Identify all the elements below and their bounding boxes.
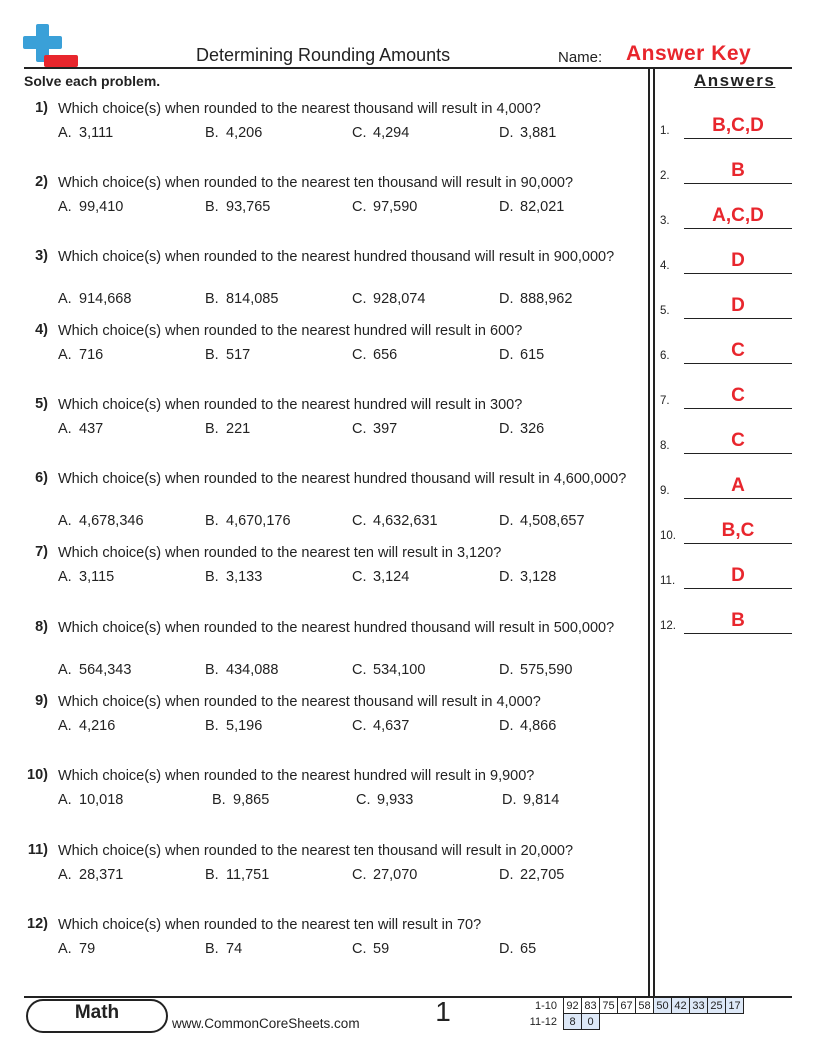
choice-value: 3,111 <box>79 125 114 141</box>
answer-choice <box>58 941 95 957</box>
problem-number: 2) <box>35 174 48 190</box>
answer-number: 2. <box>660 170 670 182</box>
choice-value: 3,128 <box>520 569 557 585</box>
answer-choice <box>205 662 278 678</box>
choice-letter: C. <box>352 662 367 678</box>
choice-letter: D. <box>499 125 514 141</box>
choice-letter: C. <box>352 347 367 363</box>
question-text: Which choice(s) when rounded to the nearest thousand will result in 4,000? <box>58 694 541 710</box>
score-empty-cell <box>600 1014 618 1030</box>
choice-letter: D. <box>499 513 514 529</box>
answer-number: 10. <box>660 530 676 542</box>
answer-line <box>684 408 792 409</box>
answer-value: C <box>731 385 745 406</box>
answer-choice <box>205 513 291 529</box>
score-empty-cell <box>636 1014 654 1030</box>
answer-number: 11. <box>660 575 676 587</box>
problem-number: 12) <box>27 916 48 932</box>
answer-row <box>660 385 792 409</box>
question-text: Which choice(s) when rounded to the nearest hundred will result in 600? <box>58 323 523 339</box>
score-empty-cell <box>672 1014 690 1030</box>
choice-value: 99,410 <box>79 199 124 215</box>
answer-value: C <box>731 430 745 451</box>
question-text: Which choice(s) when rounded to the nearest ten thousand will result in 20,000? <box>58 843 574 859</box>
answer-value: D <box>731 565 745 586</box>
answer-choice <box>58 792 123 808</box>
score-cell: 58 <box>636 998 654 1014</box>
choice-letter: C. <box>352 291 367 307</box>
answer-choice <box>58 421 103 437</box>
score-cell: 8 <box>564 1014 582 1030</box>
answers-heading: Answers <box>694 71 776 90</box>
question-text: Which choice(s) when rounded to the nearest thousand will result in 4,000? <box>58 101 541 117</box>
choice-value: 3,133 <box>226 569 263 585</box>
choice-letter: D. <box>499 941 514 957</box>
answer-choice <box>499 125 556 141</box>
choice-value: 27,070 <box>373 867 418 883</box>
answer-choice <box>58 291 131 307</box>
answer-value: B,C,D <box>712 115 764 136</box>
choice-letter: A. <box>58 941 72 957</box>
choice-value: 564,343 <box>79 662 132 678</box>
answer-choice <box>352 941 389 957</box>
score-empty-cell <box>654 1014 672 1030</box>
answer-choice <box>205 421 250 437</box>
choice-value: 97,590 <box>373 199 418 215</box>
problem-number: 9) <box>35 693 48 709</box>
choice-letter: A. <box>58 569 72 585</box>
choice-letter: C. <box>352 569 367 585</box>
answer-choice <box>205 291 278 307</box>
choice-value: 397 <box>373 421 398 437</box>
answer-choice <box>499 662 572 678</box>
name-label: Name: <box>558 49 603 66</box>
choice-letter: B. <box>205 199 219 215</box>
answer-choice <box>212 792 269 808</box>
answer-choice <box>499 513 585 529</box>
choice-letter: B. <box>205 569 219 585</box>
choice-value: 615 <box>520 347 545 363</box>
answer-choice <box>499 421 544 437</box>
answer-choice <box>352 125 409 141</box>
answer-choice <box>352 569 409 585</box>
choice-letter: B. <box>205 125 219 141</box>
choice-letter: A. <box>58 347 72 363</box>
choice-letter: A. <box>58 199 72 215</box>
score-cell: 25 <box>708 998 726 1014</box>
answer-choice <box>499 941 536 957</box>
answer-choice <box>352 291 425 307</box>
score-cell: 42 <box>672 998 690 1014</box>
score-row <box>525 998 744 1014</box>
choice-value: 5,196 <box>226 718 263 734</box>
choice-value: 4,632,631 <box>373 513 438 529</box>
answer-row <box>660 610 792 634</box>
choice-letter: B. <box>205 718 219 734</box>
choice-letter: C. <box>352 867 367 883</box>
choice-value: 517 <box>226 347 251 363</box>
choice-value: 10,018 <box>79 792 124 808</box>
score-cell: 0 <box>582 1014 600 1030</box>
choice-value: 22,705 <box>520 867 565 883</box>
choice-letter: B. <box>205 291 219 307</box>
choice-value: 82,021 <box>520 199 565 215</box>
answer-line <box>684 453 792 454</box>
choice-value: 326 <box>520 421 545 437</box>
answer-line <box>684 543 792 544</box>
answer-choice <box>205 718 262 734</box>
answer-number: 3. <box>660 215 670 227</box>
answer-choice <box>352 718 409 734</box>
problem-number: 3) <box>35 248 48 264</box>
answer-choice <box>58 662 131 678</box>
choice-letter: B. <box>205 513 219 529</box>
answer-choice <box>58 867 123 883</box>
choice-letter: D. <box>499 421 514 437</box>
choice-value: 74 <box>226 941 243 957</box>
question-text: Which choice(s) when rounded to the nearest ten will result in 70? <box>58 917 482 933</box>
choice-value: 4,294 <box>373 125 410 141</box>
subject-label: Math <box>74 1002 120 1023</box>
choice-value: 9,865 <box>233 792 270 808</box>
answer-number: 12. <box>660 620 676 632</box>
answer-line <box>684 588 792 589</box>
answer-number: 8. <box>660 440 670 452</box>
answer-line <box>684 138 792 139</box>
question-text: Which choice(s) when rounded to the nearest hundred thousand will result in 4,600,000? <box>58 471 627 487</box>
answer-choice <box>499 199 564 215</box>
problem-number: 5) <box>35 396 48 412</box>
question-text: Which choice(s) when rounded to the nearest ten thousand will result in 90,000? <box>58 175 574 191</box>
choice-letter: B. <box>205 662 219 678</box>
answer-value: A <box>731 475 745 496</box>
question-text: Which choice(s) when rounded to the nearest ten will result in 3,120? <box>58 545 502 561</box>
choice-value: 11,751 <box>226 867 270 883</box>
column-divider <box>648 68 650 996</box>
choice-value: 93,765 <box>226 199 271 215</box>
choice-value: 716 <box>79 347 104 363</box>
answer-choice <box>502 792 559 808</box>
choice-letter: D. <box>499 199 514 215</box>
problem-number: 6) <box>35 470 48 486</box>
choice-value: 3,881 <box>520 125 557 141</box>
answer-row <box>660 205 792 229</box>
score-table <box>525 997 744 1030</box>
choice-letter: A. <box>58 125 72 141</box>
choice-letter: C. <box>352 941 367 957</box>
answer-line <box>684 633 792 634</box>
answer-row <box>660 250 792 274</box>
answer-key-label: Answer Key <box>626 42 752 65</box>
choice-value: 434,088 <box>226 662 279 678</box>
score-cell: 33 <box>690 998 708 1014</box>
choice-value: 4,637 <box>373 718 410 734</box>
choice-value: 4,508,657 <box>520 513 585 529</box>
answer-number: 6. <box>660 350 670 362</box>
question-text: Which choice(s) when rounded to the nearest hundred will result in 9,900? <box>58 768 535 784</box>
choice-letter: D. <box>499 718 514 734</box>
problem-number: 4) <box>35 322 48 338</box>
answer-number: 4. <box>660 260 670 272</box>
score-row <box>525 1014 744 1030</box>
answer-choice <box>499 867 564 883</box>
choice-value: 4,670,176 <box>226 513 291 529</box>
choice-value: 814,085 <box>226 291 279 307</box>
choice-letter: B. <box>205 421 219 437</box>
answer-choice <box>356 792 413 808</box>
question-text: Which choice(s) when rounded to the nearest hundred thousand will result in 900,000? <box>58 249 615 265</box>
choice-value: 575,590 <box>520 662 573 678</box>
choice-value: 3,124 <box>373 569 410 585</box>
choice-value: 534,100 <box>373 662 426 678</box>
answer-choice <box>352 867 417 883</box>
choice-value: 28,371 <box>79 867 124 883</box>
answer-choice <box>58 569 114 585</box>
choice-value: 65 <box>520 941 537 957</box>
choice-letter: A. <box>58 718 72 734</box>
problem-number: 1) <box>35 100 48 116</box>
choice-value: 888,962 <box>520 291 573 307</box>
answer-line <box>684 273 792 274</box>
choice-letter: D. <box>499 867 514 883</box>
score-empty-cell <box>618 1014 636 1030</box>
answer-row <box>660 115 792 139</box>
question-text: Which choice(s) when rounded to the nearest hundred will result in 300? <box>58 397 523 413</box>
score-range-label: 11-12 <box>529 1015 557 1028</box>
answer-choice <box>205 941 242 957</box>
answer-row <box>660 430 792 454</box>
answer-row <box>660 475 792 499</box>
score-empty-cell <box>690 1014 708 1030</box>
answer-choice <box>352 421 397 437</box>
choice-value: 9,933 <box>377 792 414 808</box>
answer-number: 9. <box>660 485 670 497</box>
choice-letter: C. <box>352 125 367 141</box>
answer-choice <box>499 569 556 585</box>
choice-letter: D. <box>499 291 514 307</box>
answer-number: 1. <box>660 125 670 137</box>
choice-letter: D. <box>499 662 514 678</box>
choice-value: 4,206 <box>226 125 263 141</box>
answer-choice <box>58 513 144 529</box>
answer-choice <box>205 199 270 215</box>
choice-letter: A. <box>58 792 72 808</box>
answer-number: 7. <box>660 395 670 407</box>
header-divider <box>24 67 792 69</box>
choice-letter: C. <box>352 718 367 734</box>
score-cell: 67 <box>618 998 636 1014</box>
answer-value: B <box>731 610 745 631</box>
choice-letter: A. <box>58 662 72 678</box>
score-cell: 75 <box>600 998 618 1014</box>
choice-letter: D. <box>502 792 517 808</box>
choice-value: 3,115 <box>79 569 115 585</box>
answer-choice <box>352 513 438 529</box>
score-empty-cell <box>726 1014 744 1030</box>
answer-value: A,C,D <box>712 205 764 226</box>
choice-value: 437 <box>79 421 104 437</box>
answer-line <box>684 318 792 319</box>
answer-choice <box>352 199 417 215</box>
answer-choice <box>205 347 250 363</box>
plus-minus-logo-icon <box>22 24 80 70</box>
choice-letter: B. <box>205 941 219 957</box>
answer-line <box>684 228 792 229</box>
choice-value: 656 <box>373 347 398 363</box>
problem-number: 8) <box>35 619 48 635</box>
score-cell: 17 <box>726 998 744 1014</box>
choice-letter: D. <box>499 569 514 585</box>
answer-value: B <box>731 160 745 181</box>
choice-letter: C. <box>352 513 367 529</box>
answer-choice <box>205 569 262 585</box>
answer-row <box>660 520 792 544</box>
problem-number: 10) <box>27 767 48 783</box>
score-cell: 83 <box>582 998 600 1014</box>
score-range-label: 1-10 <box>534 999 557 1012</box>
choice-value: 928,074 <box>373 291 426 307</box>
choice-value: 914,668 <box>79 291 132 307</box>
problem-number: 7) <box>35 544 48 560</box>
instructions: Solve each problem. <box>24 73 161 89</box>
answer-value: D <box>731 250 745 271</box>
website-link[interactable]: www.CommonCoreSheets.com <box>172 1016 360 1031</box>
column-divider <box>653 68 655 996</box>
choice-letter: B. <box>205 347 219 363</box>
choice-letter: A. <box>58 291 72 307</box>
answer-choice <box>499 718 556 734</box>
choice-letter: B. <box>205 867 219 883</box>
answer-choice <box>205 125 262 141</box>
choice-value: 4,216 <box>79 718 116 734</box>
answer-choice <box>205 867 269 883</box>
answer-choice <box>352 347 397 363</box>
answer-value: B,C <box>721 520 755 541</box>
page-title: Determining Rounding Amounts <box>196 45 451 65</box>
choice-letter: C. <box>352 421 367 437</box>
answer-row <box>660 565 792 589</box>
choice-letter: C. <box>356 792 371 808</box>
answer-choice <box>499 291 572 307</box>
answer-number: 5. <box>660 305 670 317</box>
choice-letter: C. <box>352 199 367 215</box>
answer-choice <box>58 125 113 141</box>
choice-letter: A. <box>58 513 72 529</box>
choice-letter: B. <box>212 792 226 808</box>
score-empty-cell <box>708 1014 726 1030</box>
choice-letter: A. <box>58 867 72 883</box>
answer-line <box>684 363 792 364</box>
answer-choice <box>499 347 544 363</box>
answer-choice <box>58 718 115 734</box>
choice-value: 59 <box>373 941 390 957</box>
choice-letter: D. <box>499 347 514 363</box>
choice-value: 4,866 <box>520 718 557 734</box>
answer-row <box>660 160 792 184</box>
answer-choice <box>352 662 425 678</box>
answer-value: C <box>731 340 745 361</box>
choice-value: 4,678,346 <box>79 513 144 529</box>
answer-row <box>660 295 792 319</box>
answer-value: D <box>731 295 745 316</box>
answer-row <box>660 340 792 364</box>
problem-number: 11) <box>27 842 48 858</box>
answer-choice <box>58 347 103 363</box>
answer-line <box>684 498 792 499</box>
page-number: 1 <box>435 996 451 1027</box>
answer-line <box>684 183 792 184</box>
choice-value: 9,814 <box>523 792 560 808</box>
choice-letter: A. <box>58 421 72 437</box>
choice-value: 79 <box>79 941 96 957</box>
question-text: Which choice(s) when rounded to the nearest hundred thousand will result in 500,000? <box>58 620 615 636</box>
choice-value: 221 <box>226 421 251 437</box>
score-cell: 50 <box>654 998 672 1014</box>
answer-choice <box>58 199 123 215</box>
score-cell: 92 <box>564 998 582 1014</box>
